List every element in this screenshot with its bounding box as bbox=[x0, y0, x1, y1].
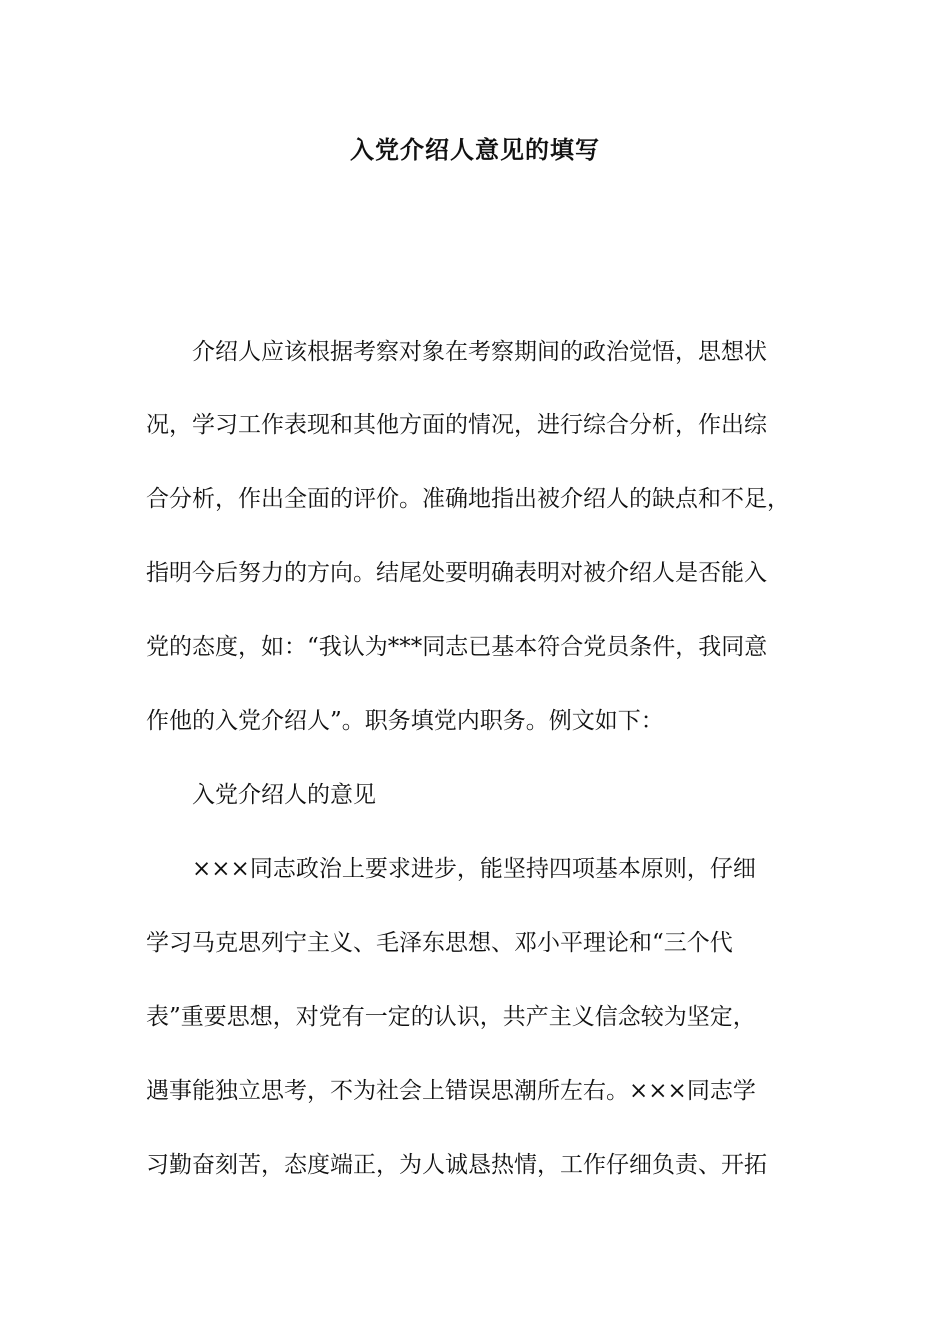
paragraph-line: 指明今后努力的方向。结尾处要明确表明对被介绍人是否能入 bbox=[146, 560, 767, 586]
document-title: 入党介绍人意见的填写 bbox=[350, 135, 600, 164]
paragraph-line: 党的态度，如：“我认为***同志已基本符合党员条件，我同意 bbox=[146, 634, 768, 660]
paragraph-line: 介绍人应该根据考察对象在考察期间的政治觉悟，思想状 bbox=[192, 339, 767, 365]
section-heading: 入党介绍人的意见 bbox=[192, 782, 376, 808]
paragraph-line: 遇事能独立思考，不为社会上错误思潮所左右。×××同志学 bbox=[146, 1078, 756, 1104]
paragraph-line: 学习马克思列宁主义、毛泽东思想、邓小平理论和“三个代 bbox=[146, 930, 733, 956]
paragraph-line: 作他的入党介绍人”。职务填党内职务。例文如下： bbox=[146, 708, 664, 734]
paragraph-line: 合分析，作出全面的评价。准确地指出被介绍人的缺点和不足， bbox=[146, 486, 790, 512]
paragraph-line: 表”重要思想，对党有一定的认识，共产主义信念较为坚定， bbox=[146, 1004, 756, 1030]
paragraph-line: ×××同志政治上要求进步，能坚持四项基本原则，仔细 bbox=[192, 856, 756, 882]
paragraph-line: 况，学习工作表现和其他方面的情况，进行综合分析，作出综 bbox=[146, 412, 767, 438]
paragraph-line: 习勤奋刻苦，态度端正，为人诚恳热情，工作仔细负责、开拓 bbox=[146, 1152, 767, 1178]
